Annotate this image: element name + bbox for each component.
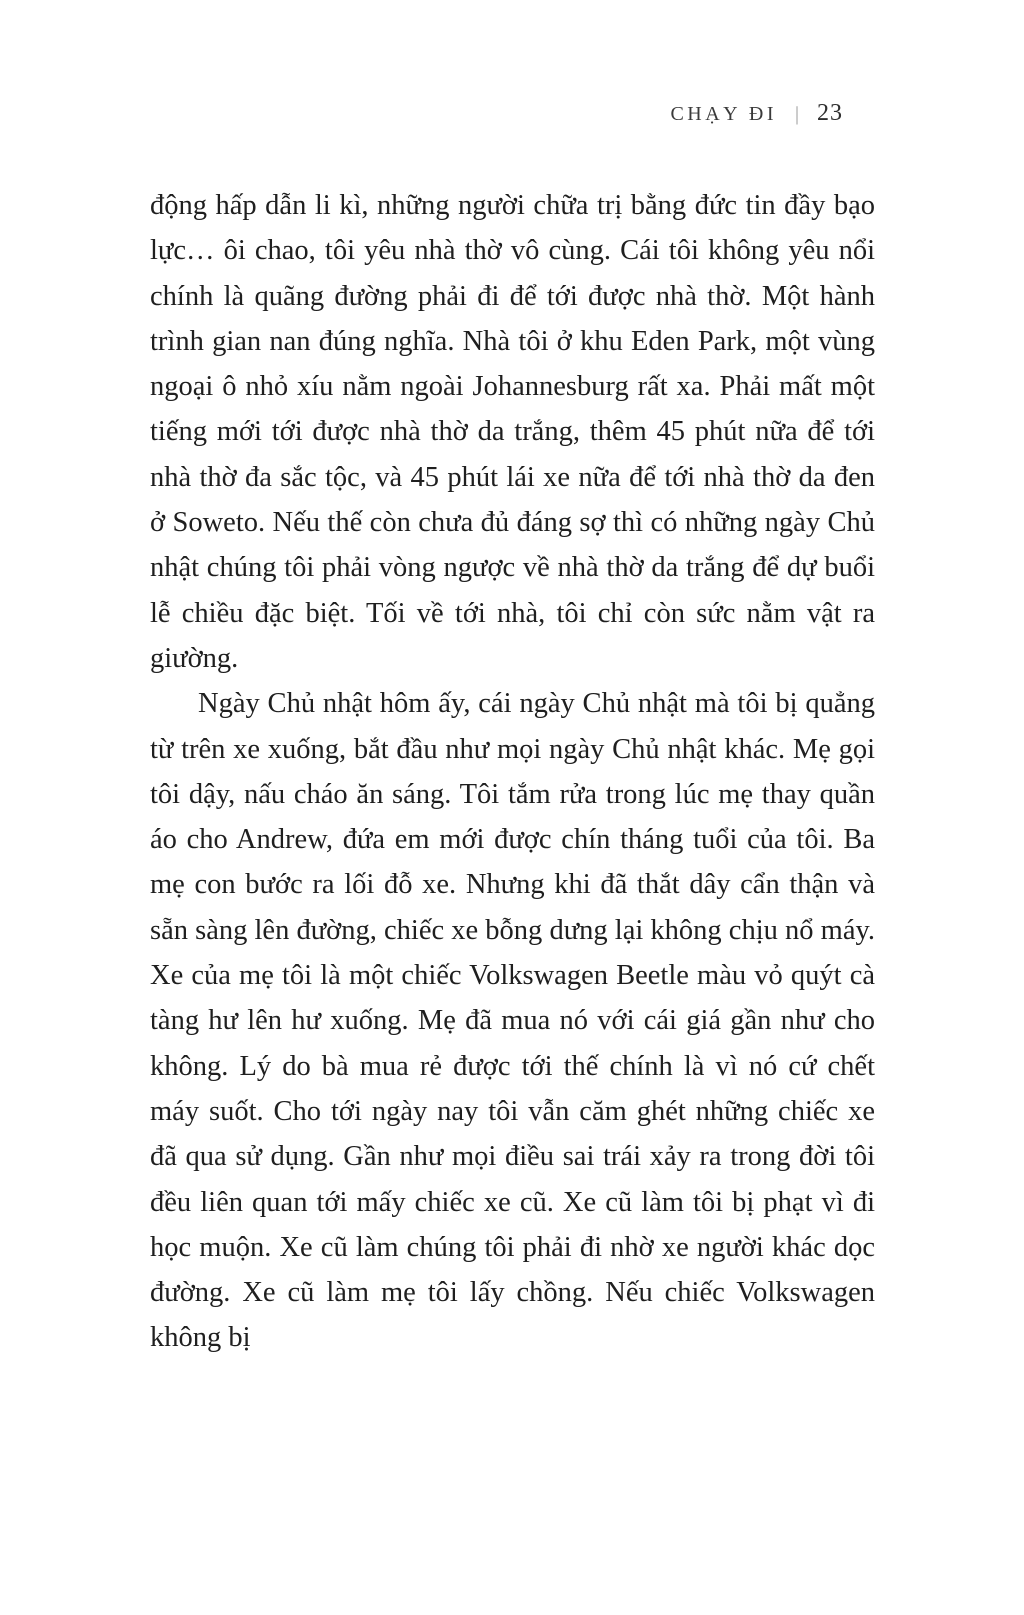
page-header — [150, 100, 843, 127]
page-number: 23 — [817, 100, 843, 126]
paragraph: Ngày Chủ nhật hôm ấy, cái ngày Chủ nhật mà tôi bị quẳng từ trên xe xuống, bắt đầu như mọi ngày Chủ nhật khác. Mẹ gọi tôi dậy, nấu cháo ăn sáng. Tôi tắm rửa trong lúc mẹ thay quần áo cho Andrew, đứa em mới được chín tháng tuổi của tôi. Ba mẹ con bước ra lối đỗ xe. Nhưng khi đã thắt dây cẩn thận và sẵn sàng lên đường, chiếc xe bỗng dưng lại không chịu nổ máy. Xe của mẹ tôi là một chiếc Volkswagen Beetle màu vỏ quýt cà tàng hư lên hư xuống. Mẹ đã mua nó với cái giá gần như cho không. Lý do bà mua rẻ được tới thế chính là vì nó cứ chết máy suốt. Cho tới ngày nay tôi vẫn căm ghét những chiếc xe đã qua sử dụng. Gần như mọi điều sai trái xảy ra trong đời tôi đều liên quan tới mấy chiếc xe cũ. Xe cũ làm tôi bị phạt vì đi học muộn. Xe cũ làm chúng tôi phải đi nhờ xe người khác dọc đường. Xe cũ làm mẹ tôi lấy chồng. Nếu chiếc Volkswagen không bị — [150, 688, 875, 1354]
header-separator: | — [794, 103, 799, 125]
page-body — [150, 183, 875, 1361]
paragraph: động hấp dẫn li kì, những người chữa trị bằng đức tin đầy bạo lực… ôi chao, tôi yêu nhà thờ vô cùng. Cái tôi không yêu nổi chính là quãng đường phải đi để tới được nhà thờ. Một hành trình gian nan đúng nghĩa. Nhà tôi ở khu Eden Park, một vùng ngoại ô nhỏ xíu nằm ngoài Johannesburg rất xa. Phải mất một tiếng mới tới được nhà thờ da trắng, thêm 45 phút nữa để tới nhà thờ đa sắc tộc, và 45 phút lái xe nữa để tới nhà thờ da đen ở Soweto. Nếu thế còn chưa đủ đáng sợ thì có những ngày Chủ nhật chúng tôi phải vòng ngược về nhà thờ da trắng để dự buổi lễ chiều đặc biệt. Tối về tới nhà, tôi chỉ còn sức nằm vật ra giường. — [150, 190, 875, 674]
running-title: CHẠY ĐI — [670, 103, 777, 125]
